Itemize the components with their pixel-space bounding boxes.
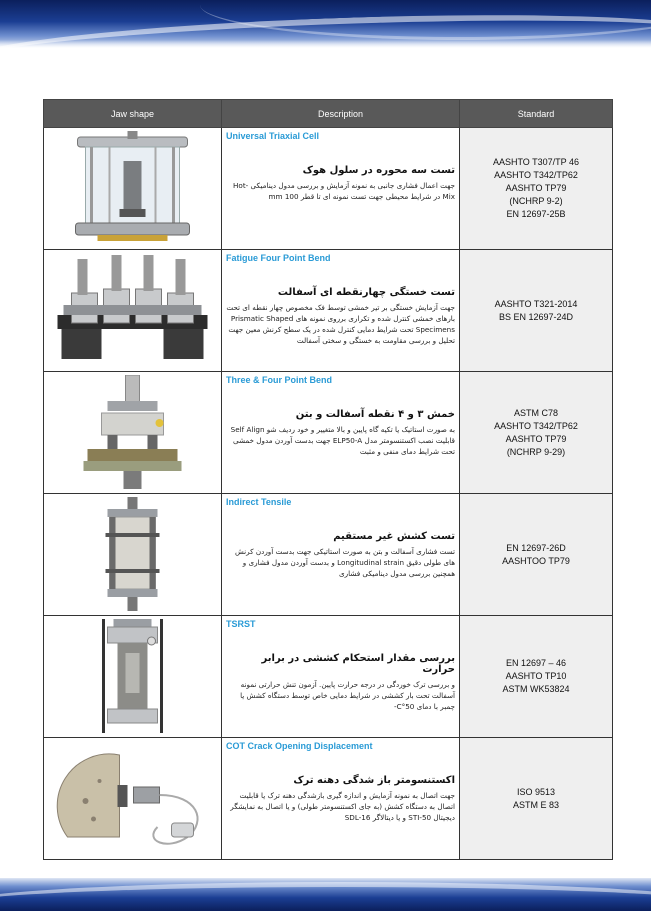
standard-cell (460, 250, 613, 372)
standard-item: ASTM C78 (513, 407, 558, 418)
test-title-fa: تست سه محوره در سلول هوک (302, 165, 455, 176)
test-title-fa: بررسی مقدار استحکام کششی در برابر حرارت (261, 653, 455, 675)
standard-cell (460, 616, 613, 738)
indirect-tensile-icon (47, 497, 218, 611)
standard-item: AASHTO T321-2014 (494, 298, 578, 309)
table-row (44, 494, 613, 616)
crack-opening-extensometer-icon (47, 741, 218, 855)
standard-cell (460, 128, 613, 250)
equipment-title: COT Crack Opening Displacement (226, 741, 373, 751)
table-row (44, 616, 613, 738)
description-cell (222, 616, 460, 738)
test-description-fa: جهت اعمال فشاری جانبی به نمونه آزمایش و بررسی مدول دینامیکی Hot-Mix در شرایط محیطی جهت تست نمونه ای تا قطر 100 mm (233, 181, 455, 201)
standard-item: BS EN 12697-24D (498, 311, 574, 322)
description-cell (222, 372, 460, 494)
equipment-title: Fatigue Four Point Bend (226, 253, 331, 263)
standard-item: EN 12697-26D (506, 542, 566, 553)
banner-swoosh (0, 882, 651, 911)
equipment-title: Three & Four Point Bend (226, 375, 333, 385)
standard-cell (460, 738, 613, 860)
standard-cell (460, 494, 613, 616)
footer-banner (0, 878, 651, 911)
header-standard: Standard (460, 100, 613, 128)
header-description: Description (222, 100, 460, 128)
test-title-fa: خمش ۳ و ۴ نقطه آسفالت و بتن (295, 409, 455, 420)
jaw-image-cell (44, 616, 222, 738)
test-title-fa: تست کشش غیر مستقیم (333, 531, 455, 542)
three-four-point-bend-icon (47, 375, 218, 489)
test-description-fa: تست فشاری آسفالت و بتن به صورت استاتیکی جهت بدست آوردن کرنش های طولی دقیق Longitudinal strain و بدست آوردن مدول فشاری و همچنین بررسی مدول دینامیکی فشاری (235, 547, 455, 578)
test-title-fa: تست خستگی چهارنقطه ای آسفالت (277, 287, 455, 298)
standard-cell (460, 372, 613, 494)
standard-item: AASHTO T342/TP62 (494, 420, 578, 431)
four-point-bend-icon (47, 253, 218, 367)
jaw-image-cell (44, 738, 222, 860)
test-title-fa: اکستنسومتر باز شدگی دهنه ترک (293, 775, 455, 786)
standard-item: EN 12697 – 46 (505, 658, 567, 668)
standard-item: ASTM E 83 (512, 799, 559, 810)
specification-table (43, 99, 613, 860)
standard-item: AASHTO T307/TP 46 (492, 157, 580, 167)
test-description-fa: جهت آزمایش خستگی بر تیر خمشی توسط فک مخصوص چهار نقطه ای تحت بارهای خمشی کنترل شده و تکراری برروی نمونه های Prismatic Shaped Specimens تحت شرایط دمایی کنترل شده در یک سطح کرنش معین جهت تحلیل و بررسی مقاومت به خستگی و سختی آسفالت (226, 303, 455, 345)
jaw-image-cell (44, 372, 222, 494)
standard-item: AASHTO TP10 (505, 671, 567, 681)
banner-fade (0, 40, 651, 48)
description-cell (222, 250, 460, 372)
header-jaw-shape: Jaw shape (44, 100, 222, 128)
description-cell (222, 494, 460, 616)
equipment-title: TSRST (226, 619, 256, 629)
test-description-fa: جهت اتصال به نمونه آزمایش و اندازه گیری بازشدگی دهنه ترک یا قابلیت اتصال به دستگاه کشش (به جای اکستنسومتر طولی) و یا اتصال به نمایشگر دیجیتال STI-50 و یا دیتالاگر SDL-16 (230, 791, 455, 822)
standard-item: AASHTO TP79 (505, 183, 567, 193)
standard-item: (NCHRP 9-2) (509, 196, 563, 206)
standard-item: AASHTO TP79 (505, 433, 567, 444)
jaw-image-cell (44, 128, 222, 250)
description-cell (222, 128, 460, 250)
standard-item: (NCHRP 9-29) (506, 446, 566, 457)
standard-item: AASHTOO TP79 (502, 555, 570, 566)
table-row (44, 738, 613, 860)
description-cell (222, 738, 460, 860)
jaw-image-cell (44, 250, 222, 372)
triaxial-cell-icon (47, 131, 218, 245)
table-row (44, 372, 613, 494)
equipment-title: Indirect Tensile (226, 497, 292, 507)
table-row (44, 250, 613, 372)
test-description-fa: و بررسی ترک خوردگی در درجه حرارت پایین. آزمون تنش حرارتی نمونه آسفالت تحت بار کششی در شرایط دمایی خاص توسط دستگاه کشش یا چمبر با دمای 50°C- (240, 680, 455, 711)
standard-item: AASHTO T342/TP62 (494, 170, 578, 180)
header-banner (0, 0, 651, 48)
standard-item: EN 12697-25B (506, 209, 566, 219)
standard-item: ASTM WK53824 (502, 684, 570, 694)
table-row (44, 128, 613, 250)
table-header-row (44, 100, 613, 128)
tsrst-frame-icon (47, 619, 218, 733)
jaw-image-cell (44, 494, 222, 616)
equipment-title: Universal Triaxial Cell (226, 131, 320, 141)
standard-item: ISO 9513 (516, 786, 556, 797)
test-description-fa: به صورت استاتیک یا تکیه گاه پایین و بالا متغییر و خود ردیف شو Self Align قابلیت نصب اکستنسومتر مدل ELP50-A جهت بدست آوردن مدول خمشی تحت شرایط دمای منفی و مثبت (230, 425, 455, 456)
